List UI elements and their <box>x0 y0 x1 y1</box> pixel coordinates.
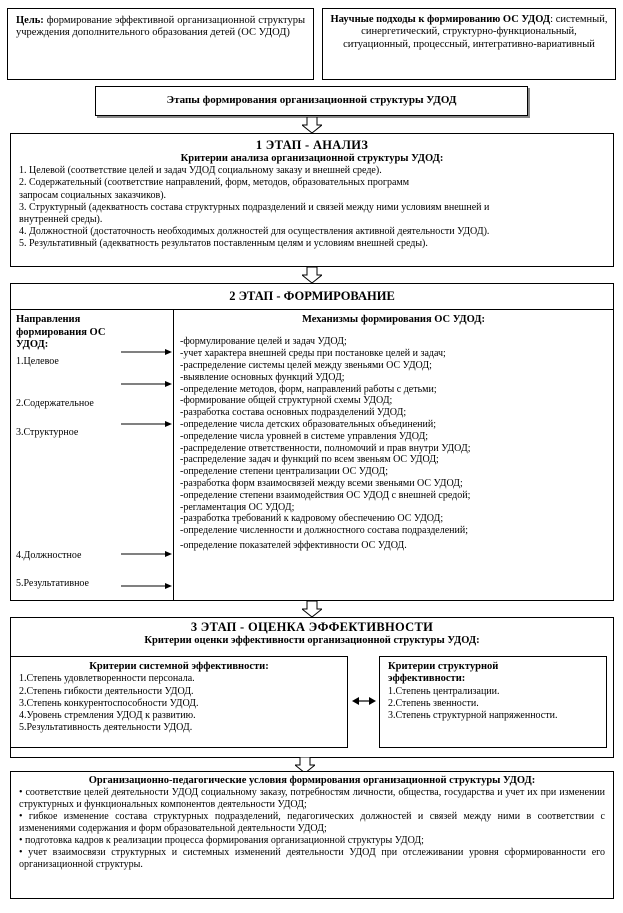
goal-label: Цель: <box>16 15 44 26</box>
directions-title: Направления формирования ОС УДОД: <box>16 314 106 351</box>
down-arrow-icon <box>302 267 322 283</box>
right-arrow-icon <box>121 550 173 558</box>
stage1-criterion: 5. Результативный (адекватность результатов поставленным целям и условиям внешней среды). <box>19 238 428 250</box>
system-criterion: 5.Результативность деятельности УДОД. <box>19 722 193 734</box>
mechanism-item: -формулирование целей и задач УДОД; <box>180 336 347 348</box>
structural-criterion: 1.Степень централизации. <box>388 685 500 697</box>
goal-text: формирование эффективной организационной структуры учреждения дополнительного образования детей (ОС УДОД) <box>16 15 306 39</box>
mechanisms-title: Механизмы формирования ОС УДОД: <box>301 314 486 325</box>
stage3-subtitle: Критерии оценки эффективности организационной структуры УДОД: <box>144 634 480 646</box>
system-criteria-box <box>10 656 348 748</box>
direction-item: 5.Результативное <box>16 578 89 589</box>
condition-item: • подготовка кадров к реализации процесса формирования организационной структуры УДОД; <box>19 835 424 847</box>
stage1-criterion: 3. Структурный (адекватность состава структурных подразделений и связей между ними условиям внешней и <box>19 201 490 213</box>
system-criterion: 4.Уровень стремления УДОД к развитию. <box>19 709 196 721</box>
direction-item: 2.Содержательное <box>16 398 94 409</box>
stage1-title: 1 ЭТАП - АНАЛИЗ <box>255 138 369 152</box>
system-criterion: 3.Степень конкурентоспособности УДОД. <box>19 697 199 709</box>
stage2-title: 2 ЭТАП - ФОРМИРОВАНИЕ <box>11 284 613 310</box>
approaches-title: Научные подходы к формированию ОС УДОД <box>330 14 551 25</box>
mechanism-item: -формирование общей структурной схемы УДОД; <box>180 395 393 407</box>
conditions-box <box>10 771 614 899</box>
direction-item: 3.Структурное <box>16 427 79 438</box>
right-arrow-icon <box>121 582 173 590</box>
condition-item: • гибкое изменение состава структурных подразделений, педагогических должностей и связей между ними в соответствии с изменениями содержания и форм образовательной деятельности УДОД; <box>19 811 605 835</box>
stage1-criterion: запросам социальных заказчиков). <box>19 189 167 201</box>
mechanism-item: -разработка состава основных подразделений УДОД; <box>180 407 407 419</box>
right-arrow-icon <box>121 348 173 356</box>
mechanism-item: -определение числа уровней в системе управления УДОД; <box>180 430 429 442</box>
stage1-box <box>10 133 614 267</box>
mechanism-item: -определение степени централизации ОС УДОД; <box>180 466 388 478</box>
structural-criterion: 2.Степень звенности. <box>388 697 479 709</box>
stage1-criterion: 2. Содержательный (соответствие направлений, форм, методов, образовательных программ <box>19 177 410 189</box>
goal-box <box>7 8 314 80</box>
direction-item: 4.Должностное <box>16 550 82 561</box>
mechanism-item: -определение численности и должностного состава подразделений; <box>180 525 468 537</box>
mechanism-item: -определение числа детских образовательных объединений; <box>180 418 436 430</box>
condition-item: • учет взаимосвязи структурных и системных изменений деятельности УДОД при отслеживании уровня сформированности его организационной структуры. <box>19 847 605 871</box>
mechanisms-column <box>174 310 613 600</box>
mechanism-item: -распределение ответственности, полномочий и прав внутри УДОД; <box>180 442 471 454</box>
mechanism-item: -выявление основных функций УДОД; <box>180 371 345 383</box>
mechanism-item: -разработка требований к кадровому обеспечению ОС УДОД; <box>180 513 444 525</box>
direction-item: 1.Целевое <box>16 356 59 367</box>
structural-criterion: 3.Степень структурной напряженности. <box>388 710 558 722</box>
stage1-criteria-list <box>19 165 605 250</box>
directions-column <box>11 310 174 600</box>
system-criterion: 2.Степень гибкости деятельности УДОД. <box>19 685 194 697</box>
stages-title: Этапы формирования организационной структуры УДОД <box>95 86 528 116</box>
mechanism-item: -распределение задач и функций по всем звеньям ОС УДОД; <box>180 454 439 466</box>
mechanism-item: -учет характера внешней среды при постановке целей и задач; <box>180 348 446 360</box>
double-arrow-icon <box>352 696 376 706</box>
down-arrow-icon <box>302 601 322 617</box>
stage1-criterion: 4. Должностной (достаточность необходимых должностей для осуществления активной деятельности УДОД). <box>19 226 490 238</box>
stage1-criterion: 1. Целевой (соответствие целей и задач УДОД социальному заказу и внешней среде). <box>19 165 382 177</box>
structural-criteria-title: Критерии структурной эффективности: <box>388 661 499 685</box>
stage3-title: 3 ЭТАП - ОЦЕНКА ЭФФЕКТИВНОСТИ <box>190 620 434 634</box>
stage2-box <box>10 283 614 601</box>
mechanism-item: -распределение системы целей между звеньями ОС УДОД; <box>180 359 432 371</box>
structural-criteria-box <box>379 656 607 748</box>
system-criteria-title: Критерии системной эффективности: <box>89 661 269 672</box>
approaches-text: системный, синергетический, структурно-функциональный, ситуационный, процессный, интегративно-вариативный <box>343 14 608 50</box>
mechanism-item: -разработка форм взаимосвязей между всеми звеньями ОС УДОД; <box>180 477 463 489</box>
approaches-box: Научные подходы к формированию ОС УДОД: системный, синергетический, структурно-функциональный, ситуационный, процессный, интегративно-вариативный <box>322 8 616 80</box>
down-arrow-icon <box>302 117 322 133</box>
conditions-title: Организационно-педагогические условия формирования организационной структуры УДОД: <box>88 775 536 786</box>
mechanism-item: -регламентация ОС УДОД; <box>180 501 295 513</box>
right-arrow-icon <box>121 380 173 388</box>
right-arrow-icon <box>121 420 173 428</box>
stage1-subtitle: Критерии анализа организационной структуры УДОД: <box>180 152 444 164</box>
stage1-criterion: внутренней среды). <box>19 213 103 225</box>
mechanism-item: -определение показателей эффективности ОС УДОД. <box>180 539 407 551</box>
mechanism-item: -определение степени взаимодействия ОС УДОД с внешней средой; <box>180 489 471 501</box>
mechanism-item: -определение методов, форм, направлений работы с детьми; <box>180 383 437 395</box>
condition-item: • соответствие целей деятельности УДОД социальному заказу, потребностям личности, общества, государства и учет их при изменении структурных и функциональных компонентов деятельности УДОД; <box>19 787 605 811</box>
system-criterion: 1.Степень удовлетворенности персонала. <box>19 673 195 685</box>
